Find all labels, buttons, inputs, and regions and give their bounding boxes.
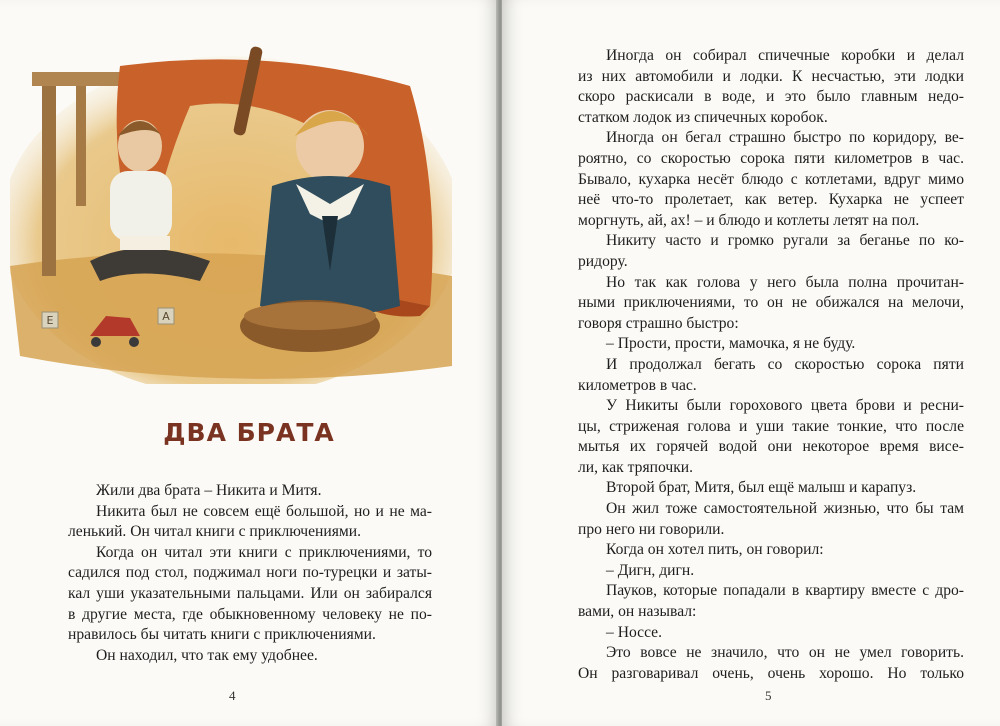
text-line: Жили два брата – Никита и Митя. bbox=[96, 482, 322, 499]
text-line: Это вовсе не значило, что он не умел говорить. bbox=[606, 644, 964, 662]
text-line: Бывало, кухарка несёт блюдо с котлетами, вдруг мимо bbox=[578, 170, 964, 188]
page-number-right: 5 bbox=[765, 688, 772, 703]
text-line: ли, как тряпочки. bbox=[578, 458, 694, 476]
left-page bbox=[0, 0, 498, 726]
text-line: моргнуть, ай, ах! – и блюдо и котлеты летят на пол. bbox=[578, 211, 920, 229]
text-line: Никиту часто и громко ругали за беганье по ко- bbox=[606, 232, 964, 250]
illustration bbox=[10, 36, 452, 384]
text-line: Пауков, которые попадали в квартиру вместе с дро- bbox=[606, 582, 964, 600]
text-line: Но так как голова у него была полна прочитан- bbox=[606, 273, 964, 291]
text-line: – Прости, прости, мамочка, я не буду. bbox=[606, 335, 856, 353]
chapter-title: ДВА БРАТА bbox=[163, 418, 335, 447]
text-line: нравилось бы читать книги с приключениями. bbox=[68, 626, 376, 644]
text-line: У Никиты были горохового цвета брови и ресни- bbox=[606, 397, 964, 415]
text-line: – Носсе. bbox=[606, 623, 662, 641]
text-line: И продолжал бегать со скоростью сорока пяти bbox=[606, 355, 964, 373]
text-line: Никита был не совсем ещё большой, но и не ма- bbox=[96, 502, 432, 520]
text-line: ридору. bbox=[578, 252, 628, 270]
text-line: Когда он читал эти книги с приключениями, то bbox=[96, 543, 432, 561]
text-line: Когда он хотел пить, он говорил: bbox=[606, 541, 824, 559]
text-line: про него ни говорили. bbox=[578, 520, 725, 538]
text-line: Иногда он собирал спичечные коробки и делал bbox=[606, 47, 964, 64]
text-line: кал уши указательными пальцами. Или он забирался bbox=[68, 584, 432, 602]
block-letter-e: Е bbox=[46, 314, 54, 327]
text-line: ленький. Он читал книги с приключениями. bbox=[68, 523, 362, 541]
text-line: мытья их горячей водой они некоторое время висе- bbox=[578, 438, 964, 456]
text-line: Иногда он бегал страшно быстро по коридору, ве- bbox=[606, 129, 964, 147]
text-line: из них автомобили и лодки. К несчастью, эти лодки bbox=[578, 67, 964, 85]
text-line: садился под стол, поджимал ноги по-турецки и заты- bbox=[68, 564, 432, 582]
text-line: говоря страшно быстро: bbox=[578, 314, 739, 332]
left-body-text bbox=[68, 481, 432, 666]
text-line: Он находил, что так ему удобнее. bbox=[96, 646, 318, 664]
text-line: Он разговаривал очень, очень хорошо. Но только bbox=[578, 664, 964, 682]
text-line: Он жил тоже самостоятельной жизнью, что бы там bbox=[606, 500, 964, 518]
right-body-text bbox=[578, 46, 964, 684]
block-letter-a: А bbox=[162, 310, 170, 323]
text-line: скоро раскисали в воде, и это было главным недо- bbox=[578, 88, 964, 106]
text-line: километров в час. bbox=[578, 376, 697, 394]
text-line: вами, он называл: bbox=[578, 603, 697, 621]
text-line: статком лодок из спичечных коробок. bbox=[578, 108, 828, 126]
text-line: цы, стриженая голова и уши такие тонкие, что после bbox=[578, 417, 964, 435]
page-number-left: 4 bbox=[229, 688, 236, 703]
text-line: Второй брат, Митя, был ещё малыш и карапуз. bbox=[606, 479, 917, 497]
text-line: роятно, со скоростью сорока пяти километров в час. bbox=[578, 149, 964, 167]
text-line: – Дигн, дигн. bbox=[606, 561, 695, 579]
text-line: ными приключениями, то он не обижался на мелочи, bbox=[578, 294, 964, 312]
right-page bbox=[502, 0, 1000, 726]
text-line: в другие места, где обыкновенному человеку не по- bbox=[68, 605, 432, 623]
text-line: неё что-то пролетает, как ветер. Кухарка не успеет bbox=[578, 191, 964, 209]
